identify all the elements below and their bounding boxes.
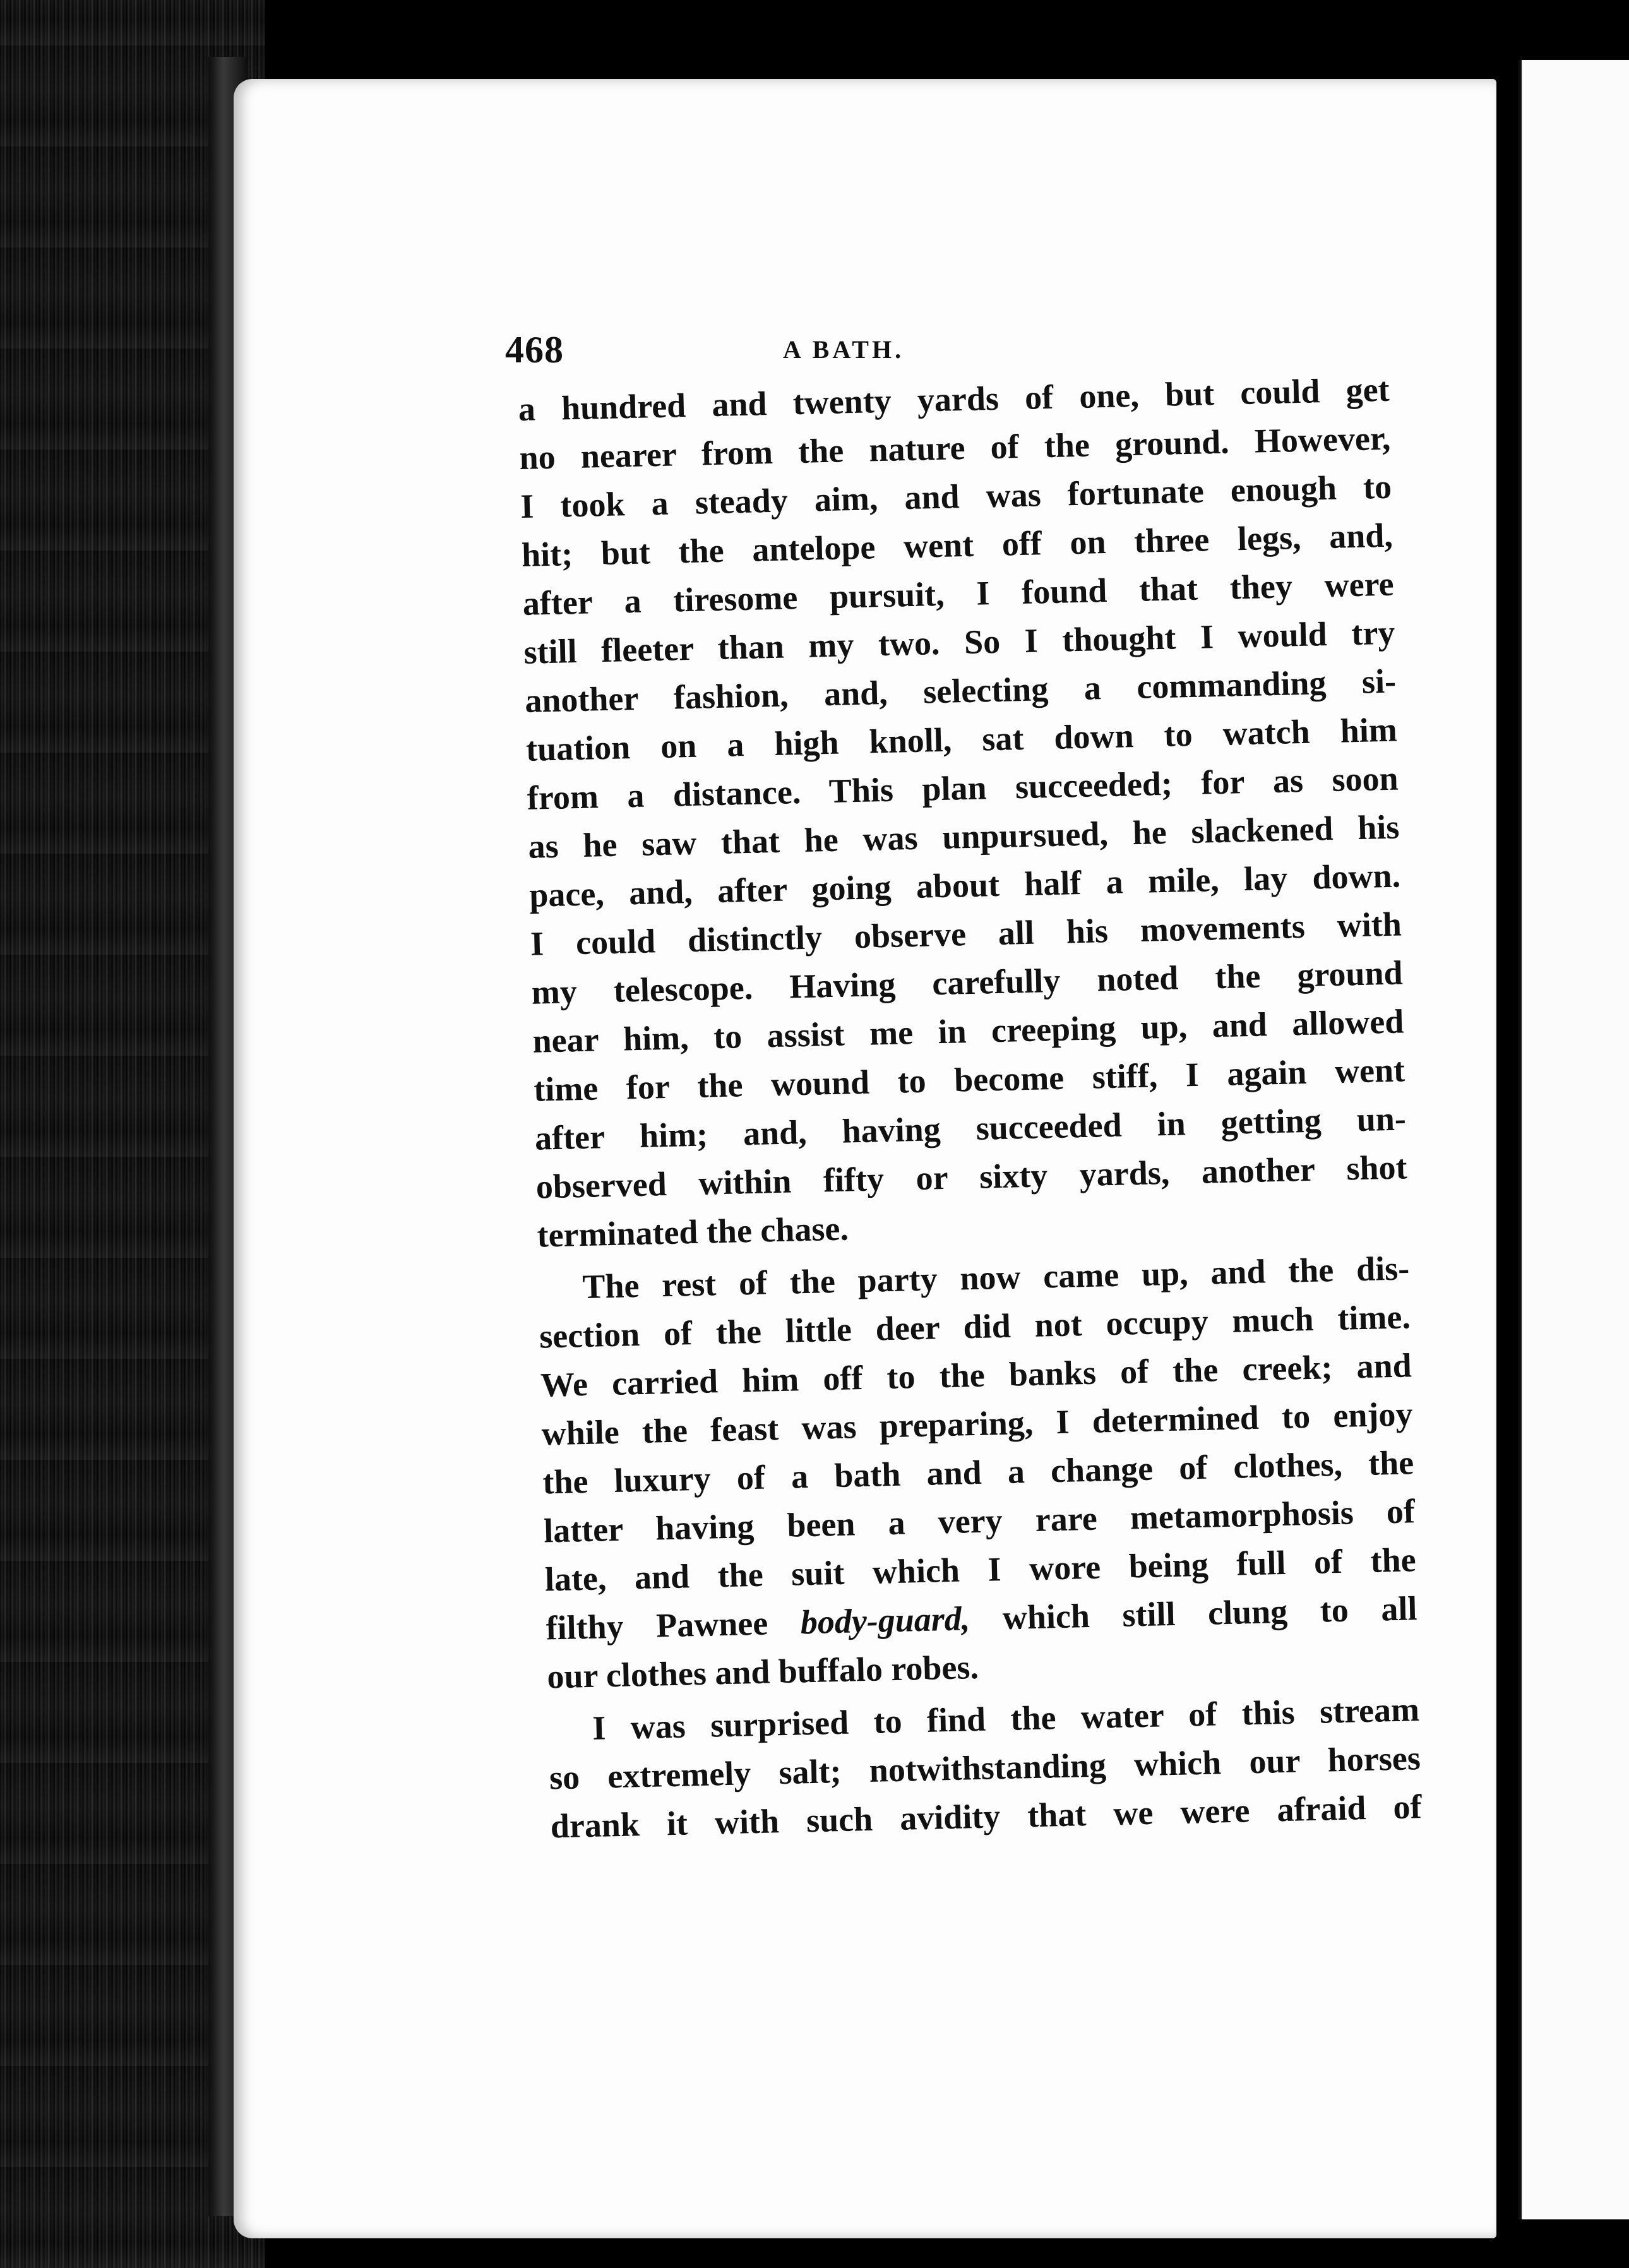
text-line: my telescope. Having carefully noted the ground: [531, 953, 1404, 1012]
text-line: observed within fifty or sixty yards, another shot: [535, 1148, 1408, 1206]
text-line: so extremely salt; notwithstanding which our horses: [549, 1739, 1421, 1797]
text-line: after a tiresome pursuit, I found that they were: [522, 564, 1395, 623]
text-line: still fleeter than my two. So I thought I would try: [523, 613, 1395, 671]
text-line: I could distinctly observe all his movements with: [530, 905, 1402, 963]
text-line: no nearer from the nature of the ground. However,: [518, 419, 1391, 477]
text-line: pace, and, after going about half a mile, lay down.: [528, 856, 1401, 914]
text-line: The rest of the party now came up, and the dis-: [582, 1249, 1410, 1306]
body-text: [518, 366, 1422, 1851]
text-line: terminated the chase.: [536, 1209, 849, 1255]
text-run: which still clung to all: [969, 1589, 1417, 1638]
running-head: A BATH.: [783, 335, 905, 364]
text-run: filthy Pawnee: [545, 1603, 801, 1647]
text-line: near him, to assist me in creeping up, and allowed: [532, 1002, 1404, 1060]
text-line: late, and the suit which I wore being full of the: [544, 1541, 1417, 1599]
italic-term: body-guard,: [800, 1599, 970, 1642]
text-line: from a distance. This plan succeeded; for as soon: [527, 759, 1399, 817]
text-line: a hundred and twenty yards of one, but could get: [518, 370, 1390, 428]
text-line: while the feast was preparing, I determined to enjoy: [541, 1395, 1414, 1453]
text-line: hit; but the antelope went off on three legs, and,: [521, 516, 1393, 574]
text-line: tuation on a high knoll, sat down to watch him: [525, 710, 1398, 768]
text-line: the luxury of a bath and a change of clothes, the: [542, 1443, 1414, 1501]
text-line: I took a steady aim, and was fortunate enough to: [520, 467, 1392, 525]
text-line: as he saw that he was unpursued, he slackened his: [527, 808, 1400, 866]
page-number: 468: [505, 329, 564, 371]
next-page-sliver: [1522, 60, 1629, 2219]
text-line: We carried him off to the banks of the creek; and: [540, 1346, 1412, 1404]
text-line: I was surprised to find the water of this stream: [592, 1690, 1420, 1747]
text-line: latter having been a very rare metamorphosis of: [543, 1492, 1416, 1550]
gutter-shadow: [1496, 0, 1522, 2268]
text-line: section of the little deer did not occupy much time.: [539, 1298, 1411, 1356]
text-line: another fashion, and, selecting a commanding si-: [524, 662, 1397, 720]
text-line: drank it with such avidity that we were afraid of: [550, 1788, 1423, 1846]
text-line: after him; and, having succeeded in getting un-: [534, 1099, 1407, 1157]
text-line: our clothes and buffalo robes.: [546, 1647, 979, 1696]
text-line: time for the wound to become stiff, I again went: [533, 1051, 1405, 1109]
